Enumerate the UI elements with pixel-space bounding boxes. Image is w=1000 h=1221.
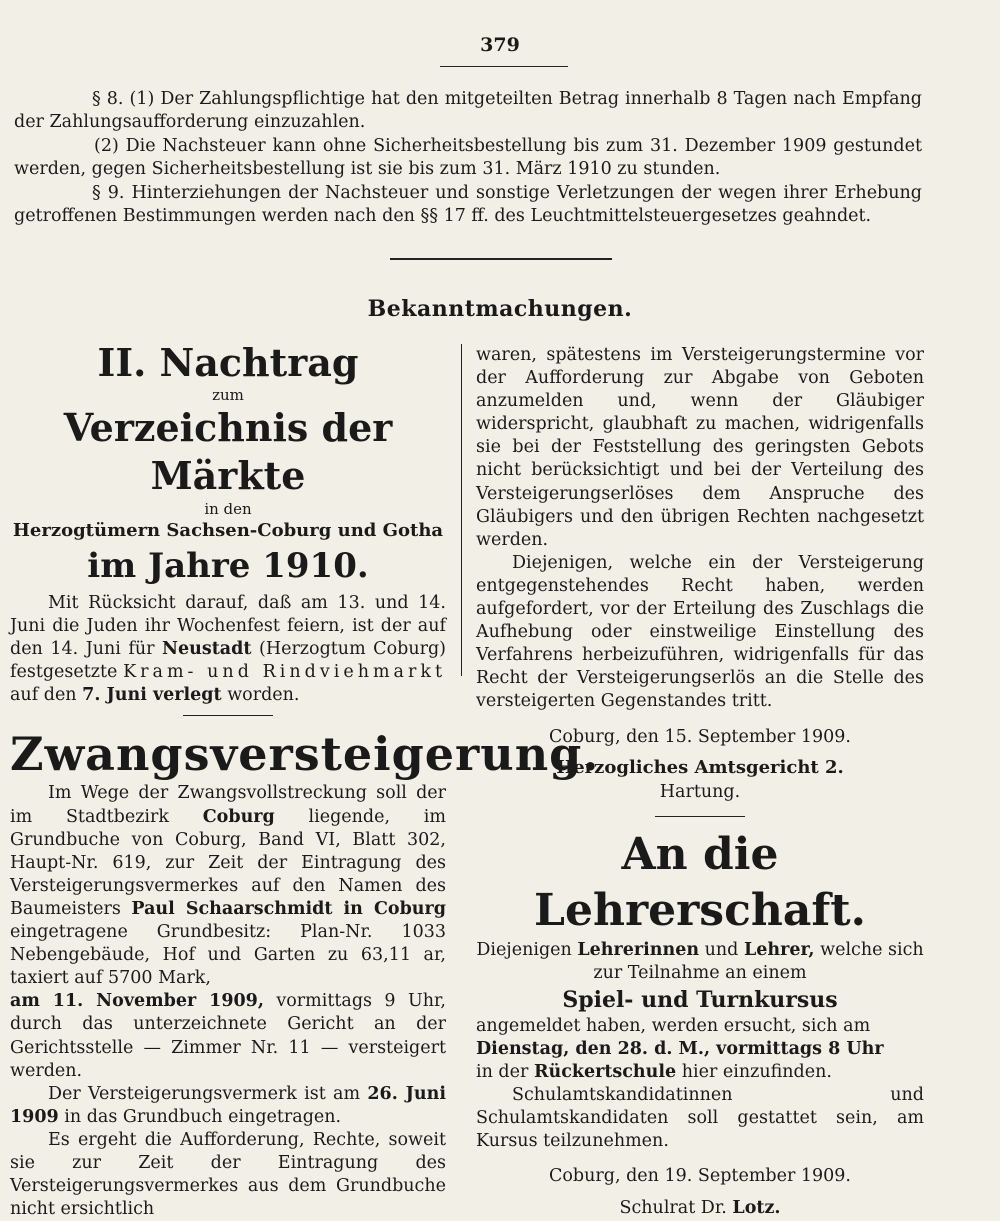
right-body-2: Diejenigen, welche ein der Versteigerung entgegenstehendes Recht haben, werden aufgefordert, vor der Erteilung des Zuschlags die Aufhebung oder einstweilige Einstellung des Verfahrens herbeizuführen, widrigenfalls für das Recht der Versteigerungserlös an die Stelle des versteigerten Gegenstandes tritt. bbox=[476, 552, 924, 712]
nachtrag-in-den: in den bbox=[204, 500, 252, 518]
schule-name: Rückertschule bbox=[533, 1062, 677, 1083]
short-divider-left bbox=[183, 715, 273, 716]
lehrer-3a: in der bbox=[476, 1062, 529, 1083]
zwang-body-5b: in das Grundbuch eingetragen. bbox=[64, 1106, 342, 1127]
lehrer-1a: Diejenigen bbox=[476, 939, 572, 960]
right-column bbox=[476, 344, 924, 1220]
signature-name: Lotz. bbox=[732, 1197, 781, 1218]
zwang-body-main bbox=[10, 782, 446, 990]
paragraph-9: § 9. Hinterziehungen der Nachsteuer und sonstige Verletzungen der wegen ihrer Erhebung getroffenen Bestimmungen werden nach den §§ 17 ff. des Leuchtmittelsteuergesetzes geahndet. bbox=[14, 182, 922, 227]
nachtrag-body-2: (Herzogtum Coburg) festgesetzte bbox=[10, 639, 446, 683]
zwang-title: Zwangsversteigerung. bbox=[10, 727, 600, 782]
paragraph-8-2: (2) Die Nachsteuer kann ohne Sicherheitsbestellung bis zum 31. Dezember 1909 gestundet werden, gegen Sicherheitsbestellung ist sie bis zum 31. März 1910 zu stunden. bbox=[14, 135, 922, 180]
zwang-body-6: Es ergeht die Aufforderung, Rechte, soweit sie zur Zeit der Eintragung des Versteigerungsvermerkes aus dem Grundbuche nicht ersichtlich bbox=[10, 1129, 446, 1220]
termin-date: Dienstag, den 28. d. M., vormittags 8 Uhr bbox=[476, 1038, 884, 1059]
court-name: Herzogliches Amtsgericht 2. bbox=[556, 756, 844, 778]
verzeichnis-title: Verzeichnis der Märkte bbox=[63, 405, 393, 498]
kursus-heading: Spiel- und Turnkursus bbox=[562, 986, 838, 1013]
page-number-rule bbox=[440, 66, 568, 67]
coburg-name: Coburg bbox=[202, 806, 275, 827]
lehrer-line-1 bbox=[476, 939, 924, 985]
lehrer-1c: welche sich zur Teilnahme an einem bbox=[593, 939, 924, 983]
markt-name: Kram- und Rindviehmarkt bbox=[123, 662, 446, 683]
vermerk-date: 26. Juni 1909 bbox=[10, 1083, 446, 1127]
nachtrag-zum: zum bbox=[212, 386, 244, 404]
place-date-2: Coburg, den 19. September 1909. bbox=[549, 1166, 851, 1187]
section-divider bbox=[390, 258, 612, 260]
paragraph-8-1: § 8. (1) Der Zahlungspflichtige hat den mitgeteilten Betrag innerhalb 8 Tagen nach Empfang der Zahlungsaufforderung einzuzahlen. bbox=[14, 89, 922, 133]
section-title: Bekanntmachungen. bbox=[367, 296, 633, 322]
lehrer-line-4: Schulamtskandidatinnen und Schulamtskandidaten soll gestattet sein, am Kursus teilzunehmen. bbox=[476, 1085, 924, 1152]
neustadt-name: Neustadt bbox=[162, 639, 252, 660]
zwang-vermerk-paragraph bbox=[10, 1083, 446, 1129]
tax-regulation-block bbox=[14, 88, 922, 228]
signature-title: Schulrat Dr. bbox=[619, 1197, 727, 1218]
nachtrag-body-4: worden. bbox=[227, 685, 300, 706]
auction-date: am 11. November 1909, bbox=[10, 991, 264, 1012]
lehrer-termin bbox=[476, 1038, 924, 1061]
zwang-body-3: eingetragene Grundbesitz: Plan-Nr. 1033 Nebengebäude, Hof und Garten zu 63,11 ar, taxiert auf 5700 Mark, bbox=[10, 922, 446, 989]
jahr-heading: im Jahre 1910. bbox=[87, 546, 369, 586]
judge-name: Hartung. bbox=[659, 781, 741, 802]
nachtrag-title: II. Nachtrag bbox=[97, 340, 359, 385]
nachtrag-body-3: auf den bbox=[10, 685, 77, 706]
herzogtuemer-heading: Herzogtümern Sachsen-Coburg und Gotha bbox=[12, 520, 444, 541]
lehrer-line-3 bbox=[476, 1061, 924, 1084]
right-body-1: waren, spätestens im Versteigerungstermine vor der Aufforderung zur Abgabe von Geboten anzumelden und, wenn der Gläubiger widerspricht, glaubhaft zu machen, widrigenfalls sie bei der Feststellung des geringsten Gebots nicht berücksichtigt und bei der Verteilung des Versteigerungserlöses dem Anspruche des Gläubigers und den übrigen Rechten nachgesetzt werden. bbox=[476, 345, 924, 550]
short-divider-right bbox=[655, 816, 745, 817]
zwang-body-5a: Der Versteigerungsvermerk ist am bbox=[48, 1083, 361, 1104]
lehrer-1b: und bbox=[704, 939, 739, 960]
lehrer-3b: hier einzufinden. bbox=[681, 1062, 832, 1083]
nachtrag-body bbox=[10, 592, 446, 707]
lehrerschaft-title: An die Lehrerschaft. bbox=[534, 828, 866, 936]
zwang-date-paragraph bbox=[10, 990, 446, 1082]
zwang-body-1: Im Wege der Zwangsvollstreckung soll der im Stadtbezirk bbox=[10, 783, 446, 827]
lehrer-word: Lehrer, bbox=[743, 939, 815, 960]
verlegt-date: 7. Juni verlegt bbox=[82, 685, 222, 706]
zwang-body-4: vormittags 9 Uhr, durch das unterzeichnete Gericht an der Gerichtsstelle — Zimmer Nr. 11 — versteigert werden. bbox=[10, 991, 446, 1081]
owner-name: Paul Schaarschmidt in Coburg bbox=[131, 898, 446, 919]
signature bbox=[476, 1197, 924, 1220]
column-divider bbox=[461, 344, 462, 676]
zwang-body-2: liegende, im Grundbuche von Coburg, Band VI, Blatt 302, Haupt-Nr. 619, zur Zeit der Eintragung des Versteigerungsvermerkes auf den Namen des Baumeisters bbox=[10, 806, 446, 919]
lehrer-line-2: angemeldet haben, werden ersucht, sich am bbox=[476, 1015, 871, 1036]
lehrerinnen-word: Lehrerinnen bbox=[577, 939, 700, 960]
nachtrag-body-1: Mit Rücksicht darauf, daß am 13. und 14. Juni die Juden ihr Wochenfest feiern, ist der auf den 14. Juni für bbox=[10, 593, 446, 660]
place-date-1: Coburg, den 15. September 1909. bbox=[549, 726, 851, 747]
page-number: 379 bbox=[480, 34, 520, 56]
